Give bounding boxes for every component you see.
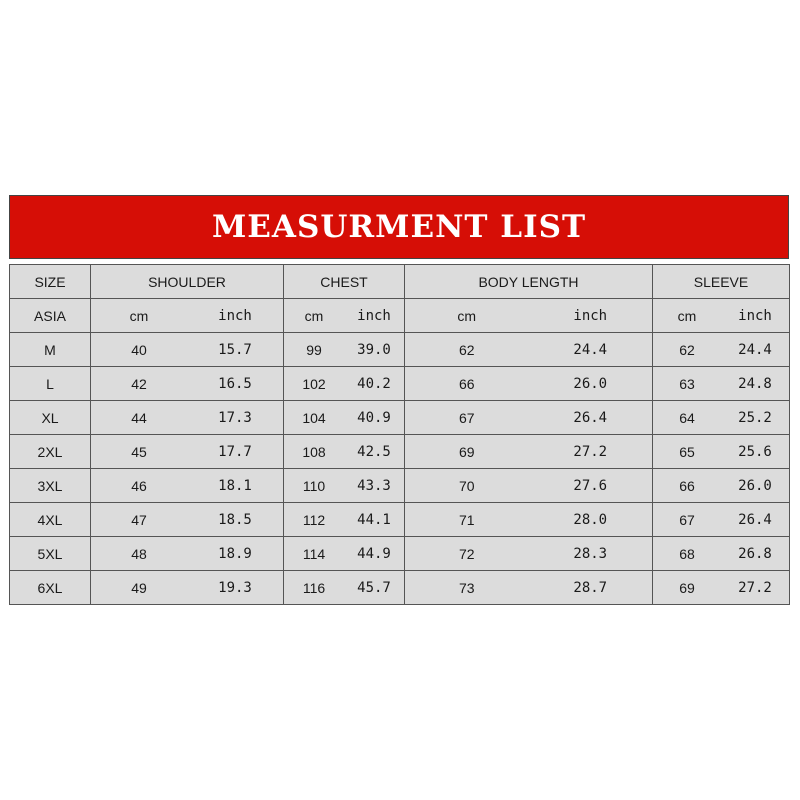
size-cell: M — [10, 333, 91, 367]
length-cell — [405, 367, 653, 401]
length-inch-value: 28.3 — [573, 545, 608, 562]
chest-inch-value: 39.0 — [357, 341, 391, 358]
table-row — [10, 469, 790, 503]
sleeve-inch-value: 26.4 — [738, 511, 772, 528]
sleeve-cell — [653, 571, 790, 605]
shoulder-inch-value: 17.7 — [218, 443, 252, 460]
table-row — [10, 435, 790, 469]
header-body-length: BODY LENGTH — [405, 265, 653, 299]
length-cell — [405, 537, 653, 571]
shoulder-cell — [91, 537, 284, 571]
sleeve-cm-value: 63 — [679, 375, 695, 392]
length-inch-value: 26.4 — [573, 409, 608, 426]
shoulder-cell — [91, 401, 284, 435]
size-cell: 6XL — [10, 571, 91, 605]
size-cell: 5XL — [10, 537, 91, 571]
sleeve-cell — [653, 401, 790, 435]
chest-cm-value: 116 — [302, 579, 326, 596]
sleeve-cell — [653, 537, 790, 571]
size-cell: 3XL — [10, 469, 91, 503]
region-label: ASIA — [10, 299, 91, 333]
sleeve-cell — [653, 469, 790, 503]
chest-inch-value: 43.3 — [357, 477, 391, 494]
title-banner — [9, 195, 789, 259]
shoulder-cell — [91, 469, 284, 503]
length-inch-value: 27.2 — [573, 443, 608, 460]
size-cell: L — [10, 367, 91, 401]
length-cm-value: 71 — [458, 511, 475, 528]
shoulder-inch-value: 17.3 — [218, 409, 252, 426]
sleeve-inch-value: 25.2 — [738, 409, 772, 426]
length-cell — [405, 503, 653, 537]
sleeve-cm-value: 66 — [679, 477, 695, 494]
shoulder-cell — [91, 571, 284, 605]
chest-inch-value: 44.1 — [357, 511, 391, 528]
sleeve-inch-value: 26.0 — [738, 477, 772, 494]
shoulder-cm-value: 42 — [131, 375, 147, 392]
shoulder-units — [91, 299, 284, 333]
page-title: MEASURMENT LIST — [211, 209, 587, 245]
table-row — [10, 367, 790, 401]
header-chest: CHEST — [284, 265, 405, 299]
table-row — [10, 503, 790, 537]
table-row — [10, 537, 790, 571]
table-row — [10, 571, 790, 605]
chest-inch-value: 45.7 — [357, 579, 391, 596]
chest-cm-value: 108 — [302, 443, 326, 460]
chest-inch-value: 40.2 — [357, 375, 391, 392]
unit-inch: inch — [738, 307, 772, 324]
length-inch-value: 24.4 — [573, 341, 608, 358]
shoulder-inch-value: 18.5 — [218, 511, 252, 528]
header-sleeve: SLEEVE — [653, 265, 790, 299]
chest-cm-value: 114 — [302, 545, 326, 562]
length-cm-value: 73 — [458, 579, 475, 596]
chest-cm-value: 104 — [302, 409, 326, 426]
size-cell: 2XL — [10, 435, 91, 469]
chest-cm-value: 102 — [302, 375, 326, 392]
shoulder-cell — [91, 435, 284, 469]
chest-cell — [284, 537, 405, 571]
sleeve-units — [653, 299, 790, 333]
length-inch-value: 28.0 — [573, 511, 608, 528]
chest-cell — [284, 367, 405, 401]
shoulder-cm-value: 45 — [131, 443, 147, 460]
length-cell — [405, 333, 653, 367]
length-cm-value: 70 — [458, 477, 475, 494]
unit-inch: inch — [573, 307, 608, 324]
chest-cell — [284, 435, 405, 469]
length-cell — [405, 469, 653, 503]
sleeve-inch-value: 24.8 — [738, 375, 772, 392]
sleeve-inch-value: 25.6 — [738, 443, 772, 460]
chest-cell — [284, 571, 405, 605]
chest-inch-value: 40.9 — [357, 409, 391, 426]
length-inch-value: 27.6 — [573, 477, 608, 494]
sleeve-cm-value: 65 — [679, 443, 695, 460]
shoulder-cm-value: 46 — [131, 477, 147, 494]
length-cm-value: 69 — [458, 443, 475, 460]
length-cell — [405, 435, 653, 469]
sleeve-cm-value: 68 — [679, 545, 695, 562]
shoulder-cell — [91, 367, 284, 401]
shoulder-inch-value: 18.1 — [218, 477, 252, 494]
sleeve-inch-value: 27.2 — [738, 579, 772, 596]
chest-cell — [284, 503, 405, 537]
size-cell: XL — [10, 401, 91, 435]
chest-units — [284, 299, 405, 333]
chest-cell — [284, 333, 405, 367]
sleeve-cm-value: 69 — [679, 579, 695, 596]
length-inch-value: 26.0 — [573, 375, 608, 392]
unit-cm: cm — [677, 307, 697, 324]
shoulder-cm-value: 40 — [131, 341, 147, 358]
unit-cm: cm — [457, 307, 477, 324]
chest-cell — [284, 401, 405, 435]
chest-inch-value: 44.9 — [357, 545, 391, 562]
chest-cm-value: 99 — [306, 341, 322, 358]
header-size: SIZE — [10, 265, 91, 299]
sleeve-cell — [653, 333, 790, 367]
shoulder-inch-value: 19.3 — [218, 579, 252, 596]
header-shoulder: SHOULDER — [91, 265, 284, 299]
sleeve-cm-value: 64 — [679, 409, 695, 426]
shoulder-cm-value: 44 — [131, 409, 147, 426]
table-row — [10, 333, 790, 367]
shoulder-cm-value: 47 — [131, 511, 147, 528]
shoulder-inch-value: 16.5 — [218, 375, 252, 392]
header-row — [10, 265, 790, 299]
sleeve-inch-value: 24.4 — [738, 341, 772, 358]
length-cm-value: 62 — [458, 341, 475, 358]
measurement-chart — [9, 195, 789, 605]
chest-cm-value: 110 — [302, 477, 326, 494]
length-inch-value: 28.7 — [573, 579, 608, 596]
chest-cm-value: 112 — [302, 511, 326, 528]
sleeve-cell — [653, 503, 790, 537]
table-row — [10, 401, 790, 435]
shoulder-inch-value: 15.7 — [218, 341, 252, 358]
sleeve-cm-value: 67 — [679, 511, 695, 528]
length-units — [405, 299, 653, 333]
length-cm-value: 67 — [458, 409, 475, 426]
sleeve-cell — [653, 435, 790, 469]
unit-cm: cm — [304, 307, 324, 324]
length-cm-value: 72 — [458, 545, 475, 562]
length-cell — [405, 571, 653, 605]
shoulder-cm-value: 49 — [131, 579, 147, 596]
shoulder-cm-value: 48 — [131, 545, 147, 562]
size-cell: 4XL — [10, 503, 91, 537]
sleeve-cm-value: 62 — [679, 341, 695, 358]
unit-inch: inch — [218, 307, 252, 324]
chest-cell — [284, 469, 405, 503]
length-cm-value: 66 — [458, 375, 475, 392]
shoulder-cell — [91, 333, 284, 367]
unit-cm: cm — [129, 307, 149, 324]
size-table — [9, 264, 790, 605]
length-cell — [405, 401, 653, 435]
unit-row — [10, 299, 790, 333]
chest-inch-value: 42.5 — [357, 443, 391, 460]
sleeve-inch-value: 26.8 — [738, 545, 772, 562]
shoulder-inch-value: 18.9 — [218, 545, 252, 562]
unit-inch: inch — [357, 307, 391, 324]
shoulder-cell — [91, 503, 284, 537]
sleeve-cell — [653, 367, 790, 401]
